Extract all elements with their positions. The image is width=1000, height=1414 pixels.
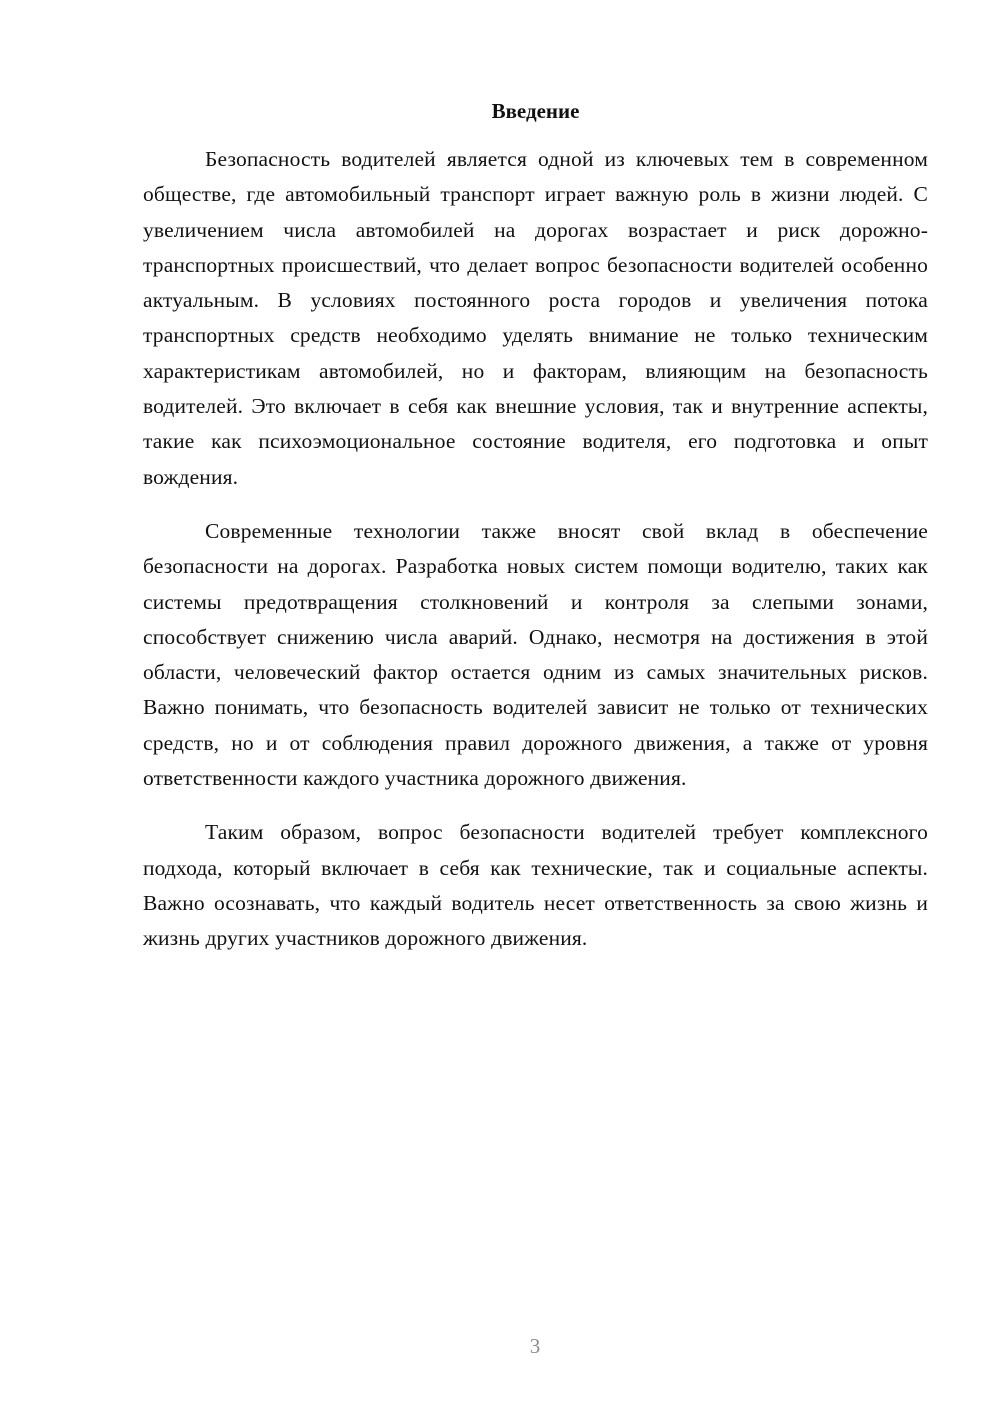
paragraph-2: Современные технологии также вносят свой вклад в обеспечение безопасности на дорогах. Разработка новых систем помощи водителю, таких как системы предотвращения столкновений и контроля за слепыми зонами, способствует снижению числа аварий. Однако, несмотря на достижения в этой области, человеческий фактор остается одним из самых значительных рисков. Важно понимать, что безопасность водителей зависит не только от технических средств, но и от соблюдения правил дорожного движения, а также от уровня ответственности каждого участника дорожного движения.: [143, 518, 928, 791]
paragraph-3: Таким образом, вопрос безопасности водителей требует комплексного подхода, который включает в себя как технические, так и социальные аспекты. Важно осознавать, что каждый водитель несет ответственность за свою жизнь и жизнь других участников дорожного движения.: [143, 820, 928, 951]
section-title: Введение: [491, 99, 580, 123]
paragraph-1: Безопасность водителей является одной из ключевых тем в современном обществе, где автомобильный транспорт играет важную роль в жизни людей. С увеличением числа автомобилей на дорогах возрастает и риск дорожно-транспортных происшествий, что делает вопрос безопасности водителей особенно актуальным. В условиях постоянного роста городов и увеличения потока транспортных средств необходимо уделять внимание не только техническим характеристикам автомобилей, но и факторам, влияющим на безопасность водителей. Это включает в себя как внешние условия, так и внутренние аспекты, такие как психоэмоциональное состояние водителя, его подготовка и опыт вождения.: [143, 147, 928, 489]
body-text: [143, 142, 928, 976]
page-number: 3: [529, 1334, 541, 1358]
